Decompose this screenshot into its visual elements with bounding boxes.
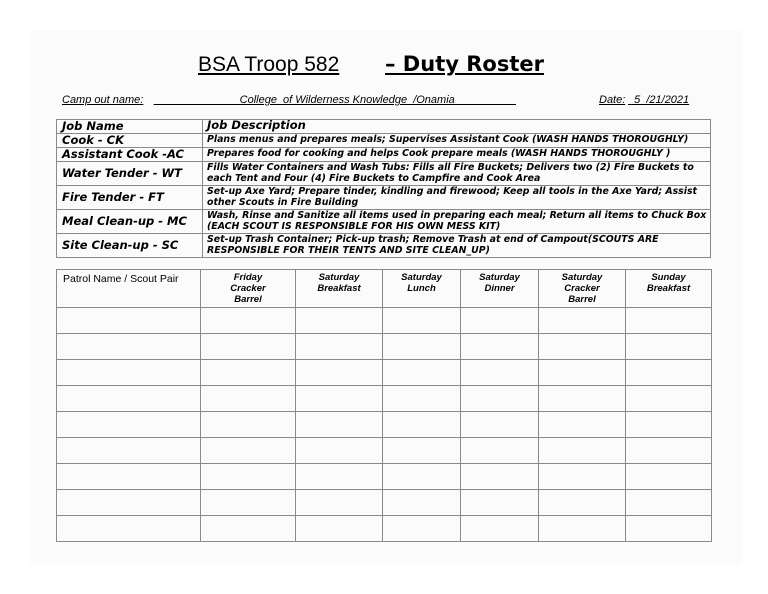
roster-cell[interactable] <box>57 464 201 490</box>
roster-cell[interactable] <box>296 334 383 360</box>
table-row <box>57 490 712 516</box>
roster-body <box>57 308 712 542</box>
roster-cell[interactable] <box>626 490 712 516</box>
roster-cell[interactable] <box>539 438 626 464</box>
roster-cell[interactable] <box>57 360 201 386</box>
roster-cell[interactable] <box>383 490 461 516</box>
page-title <box>0 53 768 83</box>
roster-cell[interactable] <box>57 334 201 360</box>
roster-cell[interactable] <box>296 516 383 542</box>
meal-header-label: Saturday Breakfast <box>317 272 361 294</box>
roster-cell[interactable] <box>383 308 461 334</box>
table-row <box>57 308 712 334</box>
roster-cell[interactable] <box>383 412 461 438</box>
table-row <box>57 464 712 490</box>
meal-header <box>296 270 383 308</box>
roster-header-row <box>57 270 712 308</box>
roster-cell[interactable] <box>383 516 461 542</box>
roster-cell[interactable] <box>626 516 712 542</box>
job-name: Fire Tender - FT <box>57 186 203 210</box>
meal-header <box>461 270 539 308</box>
job-name: Water Tender - WT <box>57 162 203 186</box>
roster-cell[interactable] <box>201 412 296 438</box>
job-description: Wash, Rinse and Sanitize all items used in preparing each meal; Return all items to Chuck Box (EACH SCOUT IS RESPONSIBLE FOR HIS OWN MESS KIT) <box>203 210 711 234</box>
table-row <box>57 334 712 360</box>
roster-cell[interactable] <box>296 360 383 386</box>
roster-cell[interactable] <box>201 334 296 360</box>
meal-header <box>201 270 296 308</box>
roster-cell[interactable] <box>201 516 296 542</box>
roster-cell[interactable] <box>296 490 383 516</box>
roster-cell[interactable] <box>201 360 296 386</box>
roster-cell[interactable] <box>57 516 201 542</box>
roster-cell[interactable] <box>626 438 712 464</box>
roster-cell[interactable] <box>296 308 383 334</box>
roster-cell[interactable] <box>383 386 461 412</box>
roster-cell[interactable] <box>461 464 539 490</box>
campout-name: ______________College of Wilderness Knowledge /Onamia__________ <box>154 94 516 106</box>
job-name: Assistant Cook -AC <box>57 148 203 162</box>
roster-cell[interactable] <box>539 464 626 490</box>
date-value: 5 /21/2021 <box>628 94 690 106</box>
roster-cell[interactable] <box>626 360 712 386</box>
roster-cell[interactable] <box>461 386 539 412</box>
job-description-header: Job Description <box>203 120 711 134</box>
roster-cell[interactable] <box>539 412 626 438</box>
roster-cell[interactable] <box>383 334 461 360</box>
troop-title: BSA Troop 582 <box>198 53 340 76</box>
patrol-name-header: Patrol Name / Scout Pair <box>57 270 201 308</box>
roster-cell[interactable] <box>461 334 539 360</box>
meal-header-label: Sunday Breakfast <box>646 272 691 294</box>
roster-cell[interactable] <box>539 516 626 542</box>
job-description: Prepares food for cooking and helps Cook prepare meals (WASH HANDS THOROUGHLY ) <box>203 148 711 162</box>
job-name-header: Job Name <box>57 120 203 134</box>
meal-header <box>383 270 461 308</box>
roster-cell[interactable] <box>201 386 296 412</box>
table-row <box>57 148 711 162</box>
table-row <box>57 412 712 438</box>
meal-header-label: Friday Cracker Barrel <box>230 272 266 305</box>
table-row <box>57 120 711 134</box>
meal-header-label: Saturday Dinner <box>479 272 520 294</box>
job-description: Fills Water Containers and Wash Tubs: Fills all Fire Buckets; Delivers two (2) Fire Buckets to each Tent and Four (4) Fire Buckets to Campfire and Cook Area <box>203 162 711 186</box>
job-description: Set-up Trash Container; Pick-up trash; Remove Trash at end of Campout(SCOUTS ARE RESPONSIBLE FOR THEIR TENTS AND SITE CLEAN_UP) <box>203 234 711 258</box>
roster-cell[interactable] <box>461 516 539 542</box>
roster-cell[interactable] <box>296 412 383 438</box>
table-row <box>57 162 711 186</box>
roster-cell[interactable] <box>201 464 296 490</box>
roster-cell[interactable] <box>539 490 626 516</box>
roster-cell[interactable] <box>626 464 712 490</box>
date-label: Date: <box>599 94 626 106</box>
roster-cell[interactable] <box>626 412 712 438</box>
roster-cell[interactable] <box>296 464 383 490</box>
roster-cell[interactable] <box>539 308 626 334</box>
roster-cell[interactable] <box>201 490 296 516</box>
job-description: Plans menus and prepares meals; Supervises Assistant Cook (WASH HANDS THOROUGHLY) <box>203 134 711 148</box>
roster-cell[interactable] <box>201 438 296 464</box>
job-name: Site Clean-up - SC <box>57 234 203 258</box>
roster-cell[interactable] <box>539 334 626 360</box>
meal-header <box>626 270 712 308</box>
roster-cell[interactable] <box>57 386 201 412</box>
meal-header <box>539 270 626 308</box>
job-description-table <box>56 119 711 258</box>
table-row <box>57 386 712 412</box>
meal-header-label: Saturday Cracker Barrel <box>561 272 603 305</box>
roster-cell[interactable] <box>57 308 201 334</box>
job-description: Set-up Axe Yard; Prepare tinder, kindling and firewood; Keep all tools in the Axe Yard; Assist other Scouts in Fire Building <box>203 186 711 210</box>
table-row <box>57 186 711 210</box>
roster-cell[interactable] <box>296 438 383 464</box>
table-row <box>57 234 711 258</box>
roster-cell[interactable] <box>201 308 296 334</box>
table-row <box>57 516 712 542</box>
roster-cell[interactable] <box>539 360 626 386</box>
table-row <box>57 134 711 148</box>
roster-cell[interactable] <box>57 412 201 438</box>
roster-cell[interactable] <box>461 438 539 464</box>
roster-cell[interactable] <box>461 308 539 334</box>
roster-cell[interactable] <box>626 334 712 360</box>
roster-cell[interactable] <box>57 438 201 464</box>
duty-roster-table <box>56 269 712 542</box>
roster-cell[interactable] <box>383 360 461 386</box>
roster-cell[interactable] <box>383 464 461 490</box>
campout-label: Camp out name: <box>62 94 144 106</box>
roster-cell[interactable] <box>626 308 712 334</box>
table-row <box>57 210 711 234</box>
roster-cell[interactable] <box>461 360 539 386</box>
table-row <box>57 360 712 386</box>
roster-cell[interactable] <box>57 490 201 516</box>
roster-cell[interactable] <box>383 438 461 464</box>
roster-cell[interactable] <box>539 386 626 412</box>
roster-title: – Duty Roster <box>385 52 544 76</box>
roster-cell[interactable] <box>461 412 539 438</box>
job-name: Meal Clean-up - MC <box>57 210 203 234</box>
roster-cell[interactable] <box>296 386 383 412</box>
meal-header-label: Saturday Lunch <box>401 272 442 294</box>
table-row <box>57 438 712 464</box>
job-name: Cook - CK <box>57 134 203 148</box>
roster-cell[interactable] <box>626 386 712 412</box>
roster-cell[interactable] <box>461 490 539 516</box>
